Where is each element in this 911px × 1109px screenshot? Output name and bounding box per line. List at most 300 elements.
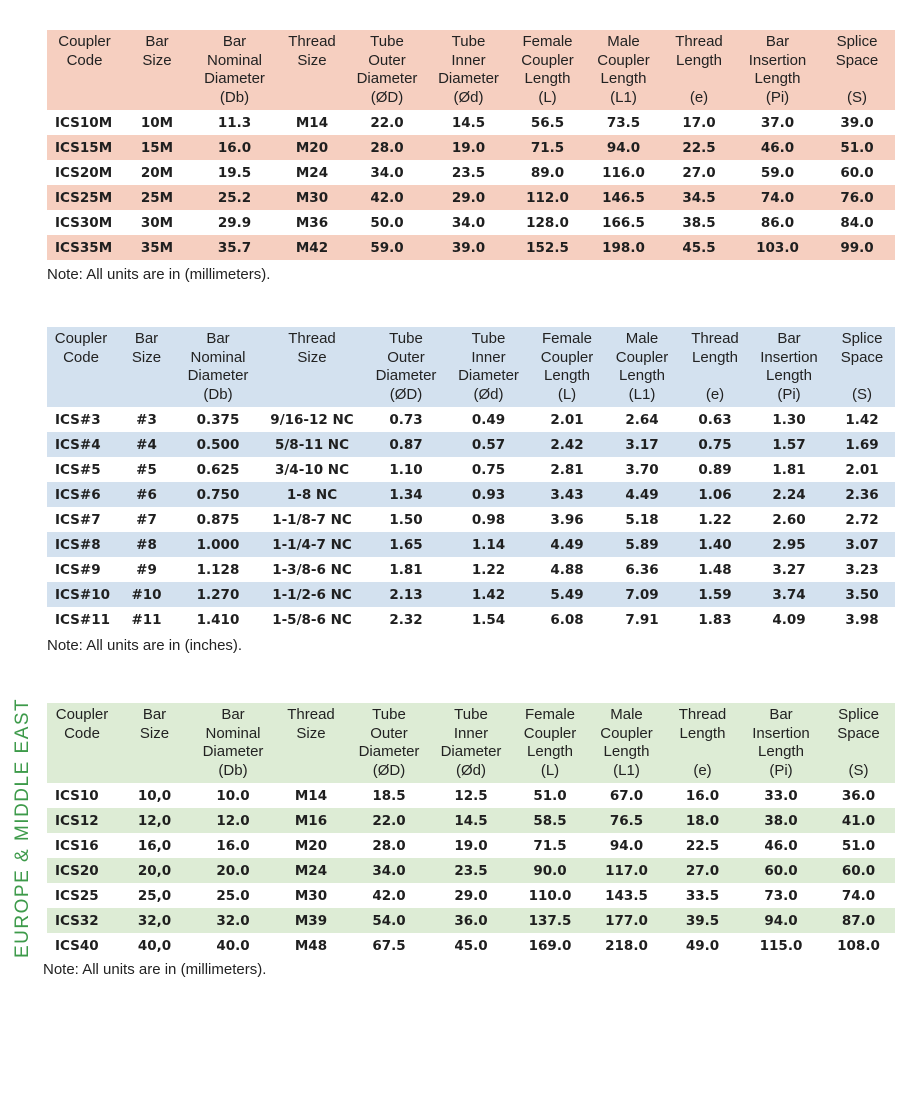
usa-table-cell: 1-8 NC — [258, 482, 366, 507]
usa-table-cell: 2.13 — [366, 582, 446, 607]
usa-table-cell: 5.49 — [531, 582, 603, 607]
europe-table-cell: 94.0 — [588, 833, 665, 858]
canada-table-cell: ICS25M — [47, 185, 122, 210]
usa-table-cell: 3.70 — [603, 457, 681, 482]
europe-table-cell: M24 — [274, 858, 348, 883]
usa-table-cell: 1.48 — [681, 557, 749, 582]
canada-table-cell: 76.0 — [819, 185, 895, 210]
canada-table-cell: 45.5 — [662, 235, 736, 260]
canada-table-body — [47, 110, 895, 260]
usa-table-cell: 6.36 — [603, 557, 681, 582]
europe-table-row — [47, 933, 895, 958]
europe-table-cell: 12.0 — [192, 808, 274, 833]
canada-table-cell: 28.0 — [347, 135, 427, 160]
europe-table-cell: 71.5 — [512, 833, 588, 858]
canada-table-cell: 15M — [122, 135, 192, 160]
canada-table-row — [47, 235, 895, 260]
europe-table-cell: 169.0 — [512, 933, 588, 958]
usa-table-cell: 2.36 — [829, 482, 895, 507]
usa-table-cell: 0.875 — [178, 507, 258, 532]
europe-spec-section — [43, 703, 895, 978]
canada-table-cell: 23.5 — [427, 160, 510, 185]
usa-col-header: Bar Nominal Diameter (Db) — [178, 327, 258, 407]
usa-table-cell: 1.83 — [681, 607, 749, 632]
europe-table-cell: 137.5 — [512, 908, 588, 933]
usa-table-cell: #7 — [115, 507, 178, 532]
europe-table-cell: 25.0 — [192, 883, 274, 908]
europe-table-cell: 10,0 — [117, 783, 192, 808]
usa-table-cell: 2.32 — [366, 607, 446, 632]
usa-spec-section — [47, 327, 895, 654]
europe-table-cell: 60.0 — [822, 858, 895, 883]
canada-table-cell: 11.3 — [192, 110, 277, 135]
canada-col-header: Tube Inner Diameter (Ød) — [427, 30, 510, 110]
europe-table-cell: 60.0 — [740, 858, 822, 883]
usa-table-cell: #8 — [115, 532, 178, 557]
europe-table-cell: M16 — [274, 808, 348, 833]
canada-table-cell: M14 — [277, 110, 347, 135]
europe-table-row — [47, 833, 895, 858]
europe-table-cell: 38.0 — [740, 808, 822, 833]
usa-table-cell: 2.95 — [749, 532, 829, 557]
usa-table-cell: 0.75 — [681, 432, 749, 457]
usa-table-cell: 0.87 — [366, 432, 446, 457]
canada-table-row — [47, 210, 895, 235]
canada-table-cell: 198.0 — [585, 235, 662, 260]
usa-spec-table — [47, 327, 895, 632]
canada-table-cell: 14.5 — [427, 110, 510, 135]
usa-col-header: Tube Inner Diameter (Ød) — [446, 327, 531, 407]
usa-table-row — [47, 507, 895, 532]
canada-table-cell: 34.0 — [427, 210, 510, 235]
canada-table-cell: 50.0 — [347, 210, 427, 235]
canada-col-header: Coupler Code — [47, 30, 122, 110]
europe-table-cell: 23.5 — [430, 858, 512, 883]
europe-table-cell: 32.0 — [192, 908, 274, 933]
usa-table-cell: 0.73 — [366, 407, 446, 432]
europe-table-cell: 33.5 — [665, 883, 740, 908]
europe-table-cell: 20,0 — [117, 858, 192, 883]
europe-col-header: Coupler Code — [47, 703, 117, 783]
usa-table-cell: ICS#5 — [47, 457, 115, 482]
usa-table-cell: ICS#4 — [47, 432, 115, 457]
usa-table-cell: 1-1/2-6 NC — [258, 582, 366, 607]
canada-table-cell: 73.5 — [585, 110, 662, 135]
usa-table-cell: 3.74 — [749, 582, 829, 607]
canada-col-header: Female Coupler Length (L) — [510, 30, 585, 110]
usa-table-cell: 4.49 — [531, 532, 603, 557]
usa-table-cell: ICS#7 — [47, 507, 115, 532]
europe-table-cell: 117.0 — [588, 858, 665, 883]
usa-col-header: Female Coupler Length (L) — [531, 327, 603, 407]
usa-table-cell: 2.01 — [829, 457, 895, 482]
canada-table-cell: 39.0 — [819, 110, 895, 135]
usa-table-cell: 9/16-12 NC — [258, 407, 366, 432]
europe-col-header: Tube Inner Diameter (Ød) — [430, 703, 512, 783]
europe-col-header: Thread Size — [274, 703, 348, 783]
usa-units-note: Note: All units are in (inches). — [47, 637, 243, 654]
usa-table-cell: #9 — [115, 557, 178, 582]
usa-table-cell: 4.88 — [531, 557, 603, 582]
usa-table-cell: 1.22 — [681, 507, 749, 532]
europe-header-row — [47, 703, 895, 783]
europe-table-cell: 90.0 — [512, 858, 588, 883]
usa-table-cell: 1.34 — [366, 482, 446, 507]
canada-table-cell: 37.0 — [736, 110, 819, 135]
europe-col-header: Male Coupler Length (L1) — [588, 703, 665, 783]
europe-table-row — [47, 858, 895, 883]
canada-col-header: Bar Nominal Diameter (Db) — [192, 30, 277, 110]
europe-col-header: Bar Size — [117, 703, 192, 783]
canada-table-cell: 128.0 — [510, 210, 585, 235]
usa-table-cell: 2.60 — [749, 507, 829, 532]
europe-table-cell: 41.0 — [822, 808, 895, 833]
canada-col-header: Thread Size — [277, 30, 347, 110]
canada-table-cell: 59.0 — [736, 160, 819, 185]
canada-table-cell: 71.5 — [510, 135, 585, 160]
europe-table-cell: 51.0 — [822, 833, 895, 858]
usa-table-cell: 1.69 — [829, 432, 895, 457]
canada-table-cell: 152.5 — [510, 235, 585, 260]
europe-table-cell: 20.0 — [192, 858, 274, 883]
europe-table-cell: 108.0 — [822, 933, 895, 958]
europe-table-body — [47, 783, 895, 958]
canada-table-cell: 19.5 — [192, 160, 277, 185]
europe-table-cell: 177.0 — [588, 908, 665, 933]
canada-table-cell: M30 — [277, 185, 347, 210]
europe-table-cell: 33.0 — [740, 783, 822, 808]
usa-table-cell: 1.42 — [829, 407, 895, 432]
usa-col-header: Bar Size — [115, 327, 178, 407]
usa-table-cell: 3.96 — [531, 507, 603, 532]
canada-table-cell: M24 — [277, 160, 347, 185]
usa-table-cell: 1.54 — [446, 607, 531, 632]
canada-table-cell: 10M — [122, 110, 192, 135]
europe-table-cell: 27.0 — [665, 858, 740, 883]
canada-table-cell: 17.0 — [662, 110, 736, 135]
europe-table-cell: 19.0 — [430, 833, 512, 858]
usa-table-cell: 0.750 — [178, 482, 258, 507]
usa-table-cell: 2.72 — [829, 507, 895, 532]
usa-table-cell: 1-3/8-6 NC — [258, 557, 366, 582]
canada-table-cell: 27.0 — [662, 160, 736, 185]
usa-table-cell: 4.49 — [603, 482, 681, 507]
usa-table-cell: ICS#8 — [47, 532, 115, 557]
europe-table-cell: ICS20 — [47, 858, 117, 883]
canada-table-cell: M42 — [277, 235, 347, 260]
usa-table-cell: 0.63 — [681, 407, 749, 432]
usa-table-cell: 1-5/8-6 NC — [258, 607, 366, 632]
canada-table-cell: 74.0 — [736, 185, 819, 210]
europe-table-cell: 46.0 — [740, 833, 822, 858]
usa-table-cell: 1.000 — [178, 532, 258, 557]
europe-table-cell: 10.0 — [192, 783, 274, 808]
europe-table-cell: 74.0 — [822, 883, 895, 908]
europe-table-cell: 49.0 — [665, 933, 740, 958]
canada-table-cell: ICS20M — [47, 160, 122, 185]
usa-table-cell: ICS#11 — [47, 607, 115, 632]
europe-table-cell: 16.0 — [665, 783, 740, 808]
usa-table-cell: 2.01 — [531, 407, 603, 432]
usa-table-cell: 1.22 — [446, 557, 531, 582]
usa-col-header: Bar Insertion Length (Pi) — [749, 327, 829, 407]
europe-table-cell: ICS40 — [47, 933, 117, 958]
europe-table-cell: 39.5 — [665, 908, 740, 933]
canada-table-cell: 29.0 — [427, 185, 510, 210]
usa-table-cell: #11 — [115, 607, 178, 632]
europe-table-cell: 12,0 — [117, 808, 192, 833]
usa-table-cell: 3.07 — [829, 532, 895, 557]
europe-col-header: Bar Insertion Length (Pi) — [740, 703, 822, 783]
usa-table-cell: ICS#9 — [47, 557, 115, 582]
europe-table-cell: 143.5 — [588, 883, 665, 908]
europe-table-cell: 12.5 — [430, 783, 512, 808]
canada-table-row — [47, 160, 895, 185]
usa-col-header: Thread Size — [258, 327, 366, 407]
usa-table-cell: #5 — [115, 457, 178, 482]
europe-table-cell: 218.0 — [588, 933, 665, 958]
canada-table-cell: 35.7 — [192, 235, 277, 260]
usa-table-row — [47, 557, 895, 582]
canada-spec-section — [47, 30, 895, 283]
usa-table-cell: 5.18 — [603, 507, 681, 532]
canada-table-cell: 38.5 — [662, 210, 736, 235]
canada-col-header: Bar Insertion Length (Pi) — [736, 30, 819, 110]
europe-table-cell: 76.5 — [588, 808, 665, 833]
canada-col-header: Male Coupler Length (L1) — [585, 30, 662, 110]
canada-table-cell: 116.0 — [585, 160, 662, 185]
europe-table-cell: 25,0 — [117, 883, 192, 908]
canada-header-row — [47, 30, 895, 110]
europe-table-cell: ICS32 — [47, 908, 117, 933]
usa-col-header: Tube Outer Diameter (ØD) — [366, 327, 446, 407]
usa-table-cell: 1.10 — [366, 457, 446, 482]
usa-table-cell: 3/4-10 NC — [258, 457, 366, 482]
usa-table-cell: 0.500 — [178, 432, 258, 457]
europe-col-header: Splice Space (S) — [822, 703, 895, 783]
europe-table-cell: 34.0 — [348, 858, 430, 883]
canada-table-row — [47, 135, 895, 160]
usa-table-cell: 6.08 — [531, 607, 603, 632]
europe-table-cell: ICS12 — [47, 808, 117, 833]
usa-table-cell: 3.23 — [829, 557, 895, 582]
usa-table-cell: #10 — [115, 582, 178, 607]
europe-table-cell: 67.0 — [588, 783, 665, 808]
europe-table-cell: 115.0 — [740, 933, 822, 958]
usa-table-cell: 1-1/4-7 NC — [258, 532, 366, 557]
europe-table-cell: M48 — [274, 933, 348, 958]
canada-table-cell: 39.0 — [427, 235, 510, 260]
usa-table-row — [47, 407, 895, 432]
europe-region-label: EUROPE & MIDDLE EAST — [12, 697, 33, 958]
usa-col-header: Thread Length (e) — [681, 327, 749, 407]
canada-table-cell: 20M — [122, 160, 192, 185]
usa-table-cell: 0.89 — [681, 457, 749, 482]
europe-col-header: Female Coupler Length (L) — [512, 703, 588, 783]
usa-table-cell: 0.57 — [446, 432, 531, 457]
usa-table-cell: 0.75 — [446, 457, 531, 482]
europe-table-cell: 18.0 — [665, 808, 740, 833]
usa-table-cell: 2.64 — [603, 407, 681, 432]
usa-table-cell: 1.81 — [366, 557, 446, 582]
usa-table-row — [47, 607, 895, 632]
canada-table-cell: 30M — [122, 210, 192, 235]
usa-table-cell: 3.98 — [829, 607, 895, 632]
usa-table-cell: 4.09 — [749, 607, 829, 632]
usa-table-cell: 1.50 — [366, 507, 446, 532]
canada-table-cell: ICS35M — [47, 235, 122, 260]
canada-table-cell: 51.0 — [819, 135, 895, 160]
usa-table-cell: #6 — [115, 482, 178, 507]
canada-col-header: Bar Size — [122, 30, 192, 110]
usa-table-cell: #4 — [115, 432, 178, 457]
usa-table-cell: 7.91 — [603, 607, 681, 632]
usa-table-cell: 0.375 — [178, 407, 258, 432]
usa-table-cell: 3.27 — [749, 557, 829, 582]
canada-table-cell: 146.5 — [585, 185, 662, 210]
canada-table-row — [47, 185, 895, 210]
europe-table-cell: 14.5 — [430, 808, 512, 833]
canada-spec-table — [47, 30, 895, 260]
europe-table-cell: M20 — [274, 833, 348, 858]
europe-table-cell: 36.0 — [430, 908, 512, 933]
europe-table-cell: 29.0 — [430, 883, 512, 908]
usa-table-cell: 3.17 — [603, 432, 681, 457]
canada-table-row — [47, 110, 895, 135]
canada-table-cell: M20 — [277, 135, 347, 160]
canada-col-header: Thread Length (e) — [662, 30, 736, 110]
usa-table-row — [47, 432, 895, 457]
europe-col-header: Thread Length (e) — [665, 703, 740, 783]
canada-table-cell: 86.0 — [736, 210, 819, 235]
canada-table-cell: ICS15M — [47, 135, 122, 160]
canada-table-cell: 35M — [122, 235, 192, 260]
usa-table-row — [47, 457, 895, 482]
usa-table-cell: 1-1/8-7 NC — [258, 507, 366, 532]
usa-table-cell: 1.270 — [178, 582, 258, 607]
europe-units-note: Note: All units are in (millimeters). — [43, 961, 267, 978]
europe-spec-table — [47, 703, 895, 958]
europe-table-row — [47, 883, 895, 908]
europe-table-cell: 32,0 — [117, 908, 192, 933]
usa-table-row — [47, 582, 895, 607]
europe-col-header: Tube Outer Diameter (ØD) — [348, 703, 430, 783]
usa-header-row — [47, 327, 895, 407]
usa-col-header: Coupler Code — [47, 327, 115, 407]
usa-col-header: Male Coupler Length (L1) — [603, 327, 681, 407]
usa-table-cell: 1.57 — [749, 432, 829, 457]
usa-table-cell: 2.24 — [749, 482, 829, 507]
usa-table-cell: ICS#6 — [47, 482, 115, 507]
europe-table-row — [47, 808, 895, 833]
usa-table-body — [47, 407, 895, 632]
europe-table-cell: M39 — [274, 908, 348, 933]
canada-table-cell: 46.0 — [736, 135, 819, 160]
europe-table-row — [47, 783, 895, 808]
usa-table-cell: 2.81 — [531, 457, 603, 482]
usa-table-cell: 1.81 — [749, 457, 829, 482]
usa-table-cell: 1.65 — [366, 532, 446, 557]
europe-table-cell: ICS10 — [47, 783, 117, 808]
europe-table-cell: 110.0 — [512, 883, 588, 908]
europe-table-cell: 73.0 — [740, 883, 822, 908]
usa-table-cell: 1.06 — [681, 482, 749, 507]
canada-table-cell: 22.5 — [662, 135, 736, 160]
europe-table-cell: ICS16 — [47, 833, 117, 858]
canada-col-header: Tube Outer Diameter (ØD) — [347, 30, 427, 110]
europe-table-cell: 58.5 — [512, 808, 588, 833]
usa-table-cell: 1.410 — [178, 607, 258, 632]
europe-table-cell: 54.0 — [348, 908, 430, 933]
europe-table-cell: ICS25 — [47, 883, 117, 908]
canada-table-cell: 103.0 — [736, 235, 819, 260]
europe-table-cell: 67.5 — [348, 933, 430, 958]
europe-table-cell: M14 — [274, 783, 348, 808]
usa-table-cell: #3 — [115, 407, 178, 432]
usa-col-header: Splice Space (S) — [829, 327, 895, 407]
europe-table-cell: 40.0 — [192, 933, 274, 958]
europe-table-cell: 51.0 — [512, 783, 588, 808]
europe-table-cell: 42.0 — [348, 883, 430, 908]
canada-units-note: Note: All units are in (millimeters). — [47, 266, 271, 283]
canada-table-cell: 22.0 — [347, 110, 427, 135]
usa-table-cell: 7.09 — [603, 582, 681, 607]
europe-table-cell: 22.5 — [665, 833, 740, 858]
europe-table-cell: 94.0 — [740, 908, 822, 933]
usa-table-cell: 1.42 — [446, 582, 531, 607]
canada-table-cell: 99.0 — [819, 235, 895, 260]
canada-table-cell: 94.0 — [585, 135, 662, 160]
canada-col-header: Splice Space (S) — [819, 30, 895, 110]
canada-table-cell: 25.2 — [192, 185, 277, 210]
usa-table-cell: 1.40 — [681, 532, 749, 557]
usa-table-row — [47, 532, 895, 557]
usa-table-cell: 0.93 — [446, 482, 531, 507]
europe-table-cell: 22.0 — [348, 808, 430, 833]
canada-table-cell: 89.0 — [510, 160, 585, 185]
canada-table-cell: 34.5 — [662, 185, 736, 210]
europe-table-row — [47, 908, 895, 933]
europe-col-header: Bar Nominal Diameter (Db) — [192, 703, 274, 783]
europe-table-cell: 87.0 — [822, 908, 895, 933]
usa-table-row — [47, 482, 895, 507]
canada-table-cell: 84.0 — [819, 210, 895, 235]
canada-table-cell: 60.0 — [819, 160, 895, 185]
usa-table-cell: ICS#3 — [47, 407, 115, 432]
canada-table-cell: 56.5 — [510, 110, 585, 135]
europe-table-cell: M30 — [274, 883, 348, 908]
europe-table-cell: 36.0 — [822, 783, 895, 808]
usa-table-cell: 3.50 — [829, 582, 895, 607]
usa-table-cell: 5/8-11 NC — [258, 432, 366, 457]
europe-table-cell: 40,0 — [117, 933, 192, 958]
canada-table-cell: 25M — [122, 185, 192, 210]
europe-table-cell: 16.0 — [192, 833, 274, 858]
usa-table-cell: ICS#10 — [47, 582, 115, 607]
canada-table-cell: ICS30M — [47, 210, 122, 235]
usa-table-cell: 3.43 — [531, 482, 603, 507]
canada-table-cell: ICS10M — [47, 110, 122, 135]
canada-table-cell: M36 — [277, 210, 347, 235]
canada-table-cell: 34.0 — [347, 160, 427, 185]
canada-table-cell: 29.9 — [192, 210, 277, 235]
europe-table-cell: 28.0 — [348, 833, 430, 858]
canada-table-cell: 166.5 — [585, 210, 662, 235]
usa-table-cell: 0.625 — [178, 457, 258, 482]
canada-table-cell: 16.0 — [192, 135, 277, 160]
usa-table-cell: 0.49 — [446, 407, 531, 432]
canada-table-cell: 19.0 — [427, 135, 510, 160]
